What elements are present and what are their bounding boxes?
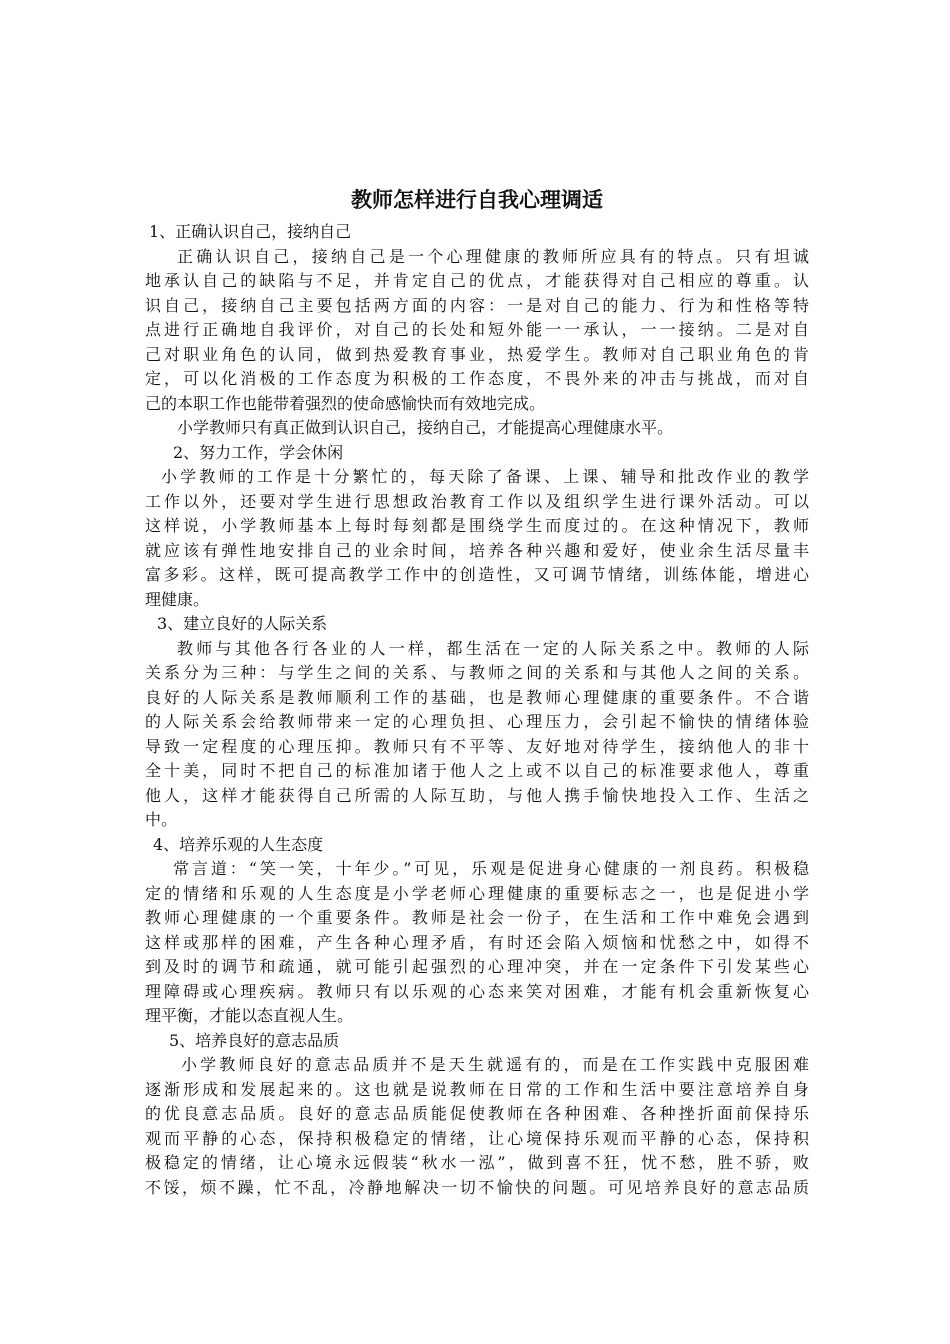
paragraph-line: 观而平静的心态，保持积极稳定的情绪，让心境保持乐观而平静的心态，保持积: [145, 1128, 809, 1148]
paragraph-line: 教师心理健康的一个重要条件。教师是社会一份子，在生活和工作中难免会遇到: [145, 908, 809, 927]
paragraph-line: 小学教师的工作是十分繁忙的，每天除了备课、上课、辅导和批改作业的教学: [161, 467, 809, 486]
paragraph-line: 富多彩。这样，既可提高教学工作中的创造性，又可调节情绪，训练体能，增进心: [145, 565, 809, 584]
paragraph-line: 教师与其他各行各业的人一样，都生活在一定的人际关系之中。教师的人际: [177, 638, 809, 658]
document-title: 教师怎样进行自我心理调适: [351, 187, 603, 212]
section-heading: 1、正确认识自己，接纳自己: [149, 222, 352, 241]
paragraph-line: 己对职业角色的认同，做到热爱教育事业，热爱学生。教师对自己职业角色的肯: [145, 344, 809, 364]
paragraph-line: 不馁，烦不躁，忙不乱，冷静地解决一切不愉快的问题。可见培养良好的意志品质: [145, 1177, 809, 1197]
paragraph-line: 良好的人际关系是教师顺利工作的基础，也是教师心理健康的重要条件。不合谐: [145, 687, 809, 707]
paragraph-line: 识自己，接纳自己主要包括两方面的内容：一是对自己的能力、行为和性格等特: [145, 295, 809, 315]
paragraph-line: 理健康。: [145, 589, 210, 609]
document-body: [145, 180, 809, 1200]
paragraph-line: 正确认识自己，接纳自己是一个心理健康的教师所应具有的特点。只有坦诚: [177, 246, 809, 266]
paragraph-line: 逐渐形成和发展起来的。这也就是说教师在日常的工作和生活中要注意培养自身: [145, 1079, 809, 1099]
paragraph-line: 己的本职工作也能带着强烈的使命感愉快而有效地完成。: [145, 393, 546, 413]
paragraph-line: 中。: [145, 810, 178, 829]
paragraph-line: 定的情绪和乐观的人生态度是小学老师心理健康的重要标志之一，也是促进小学: [145, 883, 809, 903]
paragraph-line: 工作以外，还要对学生进行思想政治教育工作以及组织学生进行课外活动。可以: [145, 491, 809, 511]
paragraph-line: 这样说，小学教师基本上每时每刻都是围绕学生而度过的。在这种情况下，教师: [145, 516, 809, 535]
paragraph-line: 小学教师只有真正做到认识自己，接纳自己，才能提高心理健康水平。: [177, 418, 674, 437]
paragraph-line: 理障碍或心理疾病。教师只有以乐观的心态来笑对困难，才能有机会重新恢复心: [145, 981, 809, 1001]
paragraph-line: 全十美，同时不把自己的标准加诸于他人之上或不以自己的标准要求他人，尊重: [145, 761, 809, 780]
paragraph-line: 的人际关系会给教师带来一定的心理负担、心理压力，会引起不愉快的情绪体验: [145, 712, 809, 731]
paragraph-line: 导致一定程度的心理压抑。教师只有不平等、友好地对待学生，接纳他人的非十: [145, 736, 809, 756]
paragraph-line: 常言道：“笑一笑，十年少。”可见，乐观是促进身心健康的一剂良药。积极稳: [173, 859, 809, 878]
section-heading: 5、培养良好的意志品质: [169, 1030, 340, 1050]
paragraph-line: 定，可以化消极的工作态度为积极的工作态度，不畏外来的冲击与挑战，而对自: [145, 369, 809, 388]
paragraph-line: 地承认自己的缺陷与不足，并肯定自己的优点，才能获得对自己相应的尊重。认: [145, 271, 809, 290]
paragraph-line: 这样或那样的困难，产生各种心理矛盾，有时还会陷入烦恼和忧愁之中，如得不: [145, 932, 809, 952]
paragraph-line: 极稳定的情绪，让心境永远假装“秋水一泓”，做到喜不狂，忧不愁，胜不骄，败: [145, 1153, 809, 1172]
section-heading: 3、建立良好的人际关系: [157, 614, 328, 633]
paragraph-line: 到及时的调节和疏通，就可能引起强烈的心理冲突，并在一定条件下引发某些心: [145, 957, 809, 976]
paragraph-line: 理平衡，才能以态直视人生。: [145, 1006, 354, 1025]
section-heading: 4、培养乐观的人生态度: [153, 834, 324, 854]
paragraph-line: 小学教师良好的意志品质并不是天生就遥有的，而是在工作实践中克服困难: [181, 1055, 809, 1074]
paragraph-line: 点进行正确地自我评价，对自己的长处和短外能一一承认，一一接纳。二是对自: [145, 320, 809, 339]
paragraph-line: 就应该有弹性地安排自己的业余时间，培养各种兴趣和爱好，使业余生活尽量丰: [145, 540, 809, 560]
paragraph-line: 的优良意志品质。良好的意志品质能促使教师在各种困难、各种挫折面前保持乐: [145, 1104, 809, 1123]
section-heading: 2、努力工作，学会休闲: [173, 442, 344, 462]
paragraph-line: 他人，这样才能获得自己所需的人际互助，与他人携手愉快地投入工作、生活之: [145, 785, 809, 805]
paragraph-line: 关系分为三种：与学生之间的关系、与教师之间的关系和与其他人之间的关系。: [145, 663, 809, 682]
